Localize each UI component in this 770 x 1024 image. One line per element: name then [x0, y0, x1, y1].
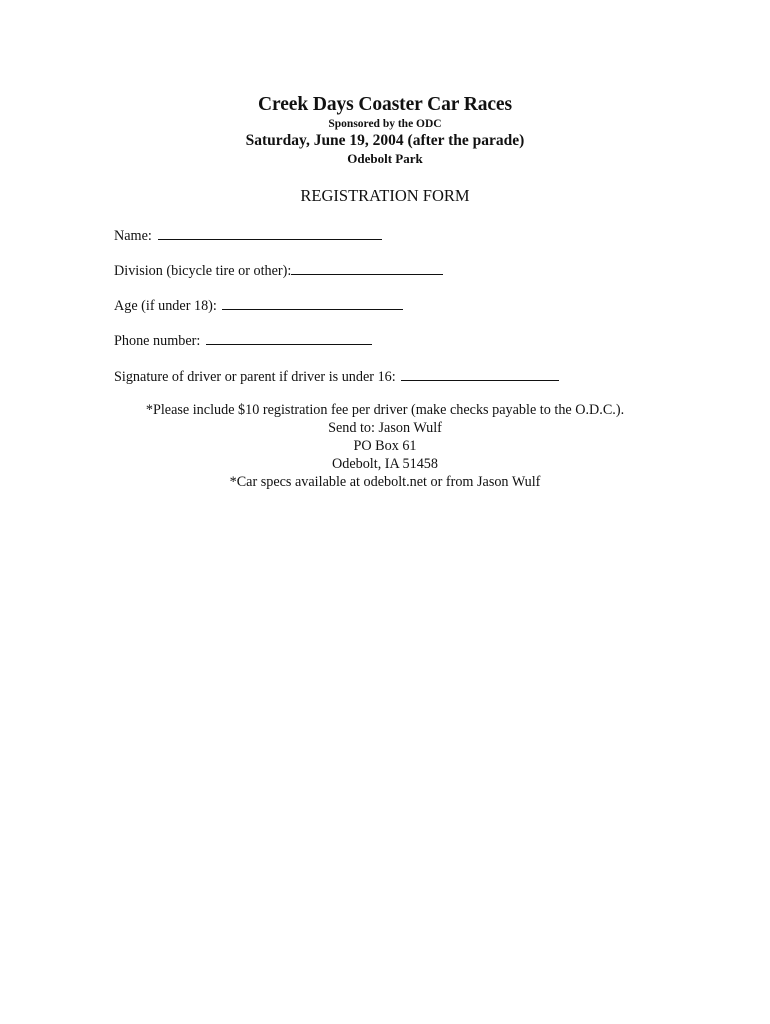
- event-location: Odebolt Park: [347, 151, 423, 166]
- sponsor-line: Sponsored by the ODC: [328, 118, 442, 130]
- division-blank-line[interactable]: [291, 261, 443, 275]
- phone-blank-line[interactable]: [206, 331, 372, 345]
- phone-field: [114, 331, 372, 350]
- po-box-line: PO Box 61: [353, 438, 417, 454]
- signature-label: Signature of driver or parent if driver is under 16:: [114, 369, 396, 385]
- phone-label: Phone number:: [114, 333, 201, 349]
- car-specs-note: *Car specs available at odebolt.net or from Jason Wulf: [229, 474, 541, 490]
- division-label: Division (bicycle tire or other):: [114, 263, 292, 279]
- age-label: Age (if under 18):: [114, 298, 217, 314]
- page-title: Creek Days Coaster Car Races: [258, 94, 512, 115]
- name-field: [114, 226, 382, 245]
- signature-blank-line[interactable]: [401, 367, 559, 381]
- name-label: Name:: [114, 228, 152, 244]
- city-line: Odebolt, IA 51458: [331, 456, 438, 472]
- division-field: [114, 261, 443, 280]
- age-field: [114, 296, 403, 315]
- send-to-line: Send to: Jason Wulf: [328, 420, 442, 436]
- name-blank-line[interactable]: [158, 226, 382, 240]
- fee-note: *Please include $10 registration fee per driver (make checks payable to the O.D.C.).: [145, 402, 625, 418]
- form-title: REGISTRATION FORM: [300, 186, 470, 205]
- age-blank-line[interactable]: [222, 296, 403, 310]
- event-date: Saturday, June 19, 2004 (after the parade): [245, 132, 525, 149]
- signature-field: [114, 367, 559, 386]
